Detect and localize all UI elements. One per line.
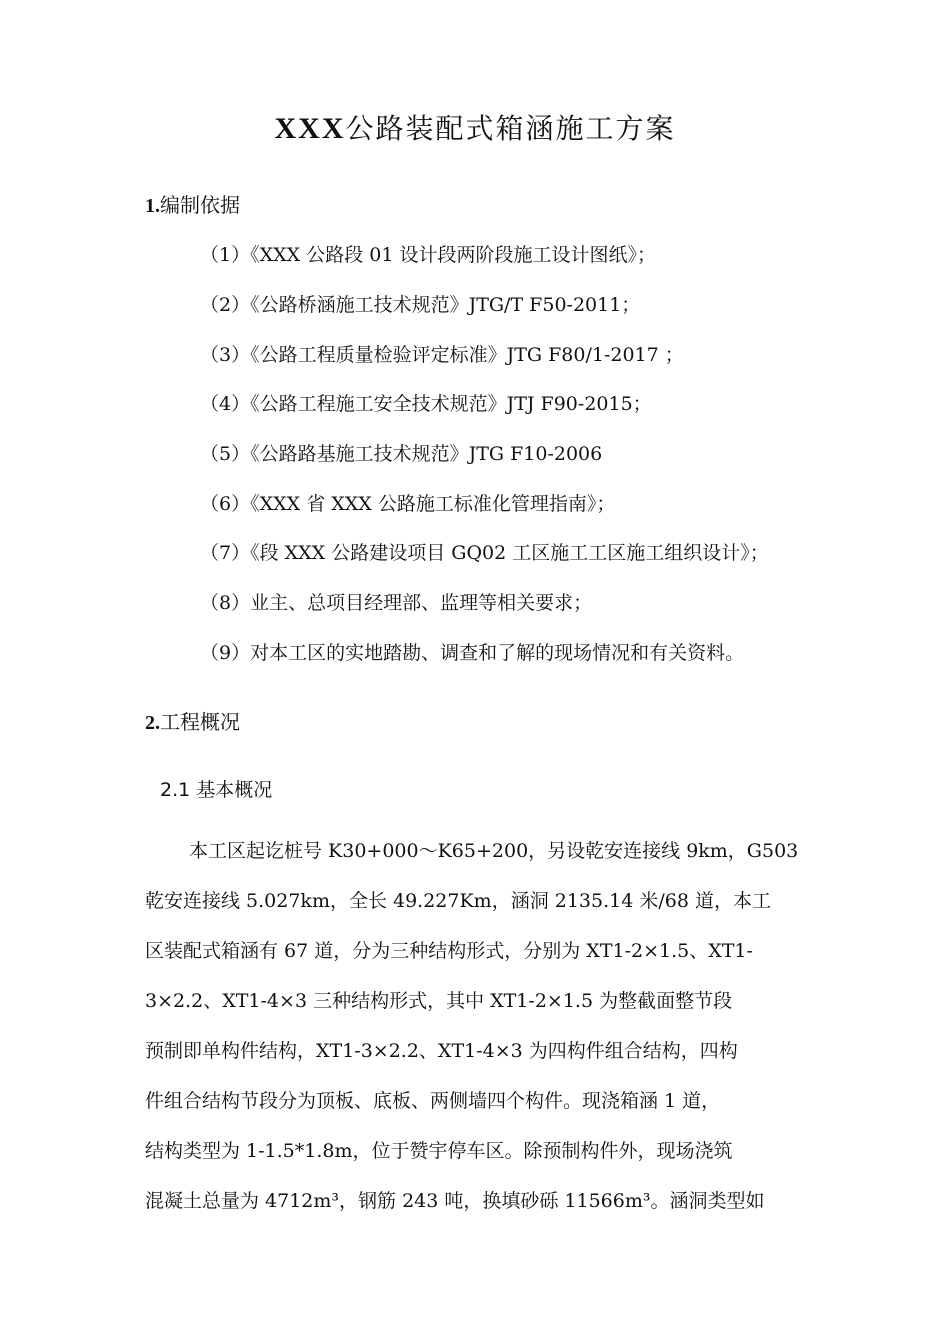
reference-item: （6）《XXX 省 XXX 公路施工标准化管理指南》； — [200, 493, 616, 515]
paragraph-line: 件组合结构节段分为顶板、底板、两侧墙四个构件。现浇箱涵 1 道， — [145, 1090, 721, 1112]
paragraph-line: 3×2.2、XT1-4×3 三种结构形式，其中 XT1-2×1.5 为整截面整节段 — [145, 990, 733, 1012]
section-2-number: 2. — [145, 712, 160, 734]
subsection-2-1-heading: 2.1 基本概况 — [160, 779, 273, 801]
overview-paragraph — [145, 836, 805, 1236]
paragraph-line: 预制即单构件结构，XT1-3×2.2、XT1-4×3 为四构件组合结构，四构 — [145, 1040, 738, 1062]
reference-item: （3）《公路工程质量检验评定标准》JTG F80/1-2017 ； — [200, 344, 684, 366]
section-1-heading — [145, 190, 240, 221]
paragraph-line: 混凝土总量为 4712m³，钢筋 243 吨，换填砂砾 11566m³。涵洞类型如 — [145, 1190, 765, 1212]
section-2-title: 工程概况 — [160, 710, 240, 734]
document-title — [0, 104, 950, 154]
reference-item: （2）《公路桥涵施工技术规范》JTG/T F50-2011； — [200, 294, 641, 316]
title-text: 公路装配式箱涵施工方案 — [345, 112, 676, 145]
paragraph-line: 结构类型为 1-1.5*1.8m，位于赞宇停车区。除预制构件外，现场浇筑 — [145, 1140, 733, 1162]
section-1-title: 编制依据 — [160, 193, 240, 217]
reference-item: （8）业主、总项目经理部、监理等相关要求； — [200, 592, 593, 614]
section-1-number: 1. — [145, 195, 160, 217]
reference-item: （9）对本工区的实地踏勘、调查和了解的现场情况和有关资料。 — [200, 642, 745, 664]
reference-item: （4）《公路工程施工安全技术规范》JTJ F90-2015； — [200, 393, 652, 415]
paragraph-line: 本工区起讫桩号 K30+000～K65+200，另设乾安连接线 9km，G503 — [189, 840, 799, 862]
paragraph-line: 区装配式箱涵有 67 道，分为三种结构形式，分别为 XT1-2×1.5、XT1- — [145, 940, 753, 962]
reference-item: （1）《XXX 公路段 01 设计段两阶段施工设计图纸》； — [200, 244, 656, 266]
section-2-heading — [145, 707, 240, 738]
paragraph-line: 乾安连接线 5.027km，全长 49.227Km，涵洞 2135.14 米/68 道，本工 — [145, 890, 771, 912]
title-prefix: XXX — [274, 112, 346, 145]
reference-item: （5）《公路路基施工技术规范》JTG F10-2006 — [200, 443, 603, 465]
reference-item: （7）《段 XXX 公路建设项目 GQ02 工区施工工区施工组织设计》； — [200, 542, 769, 564]
